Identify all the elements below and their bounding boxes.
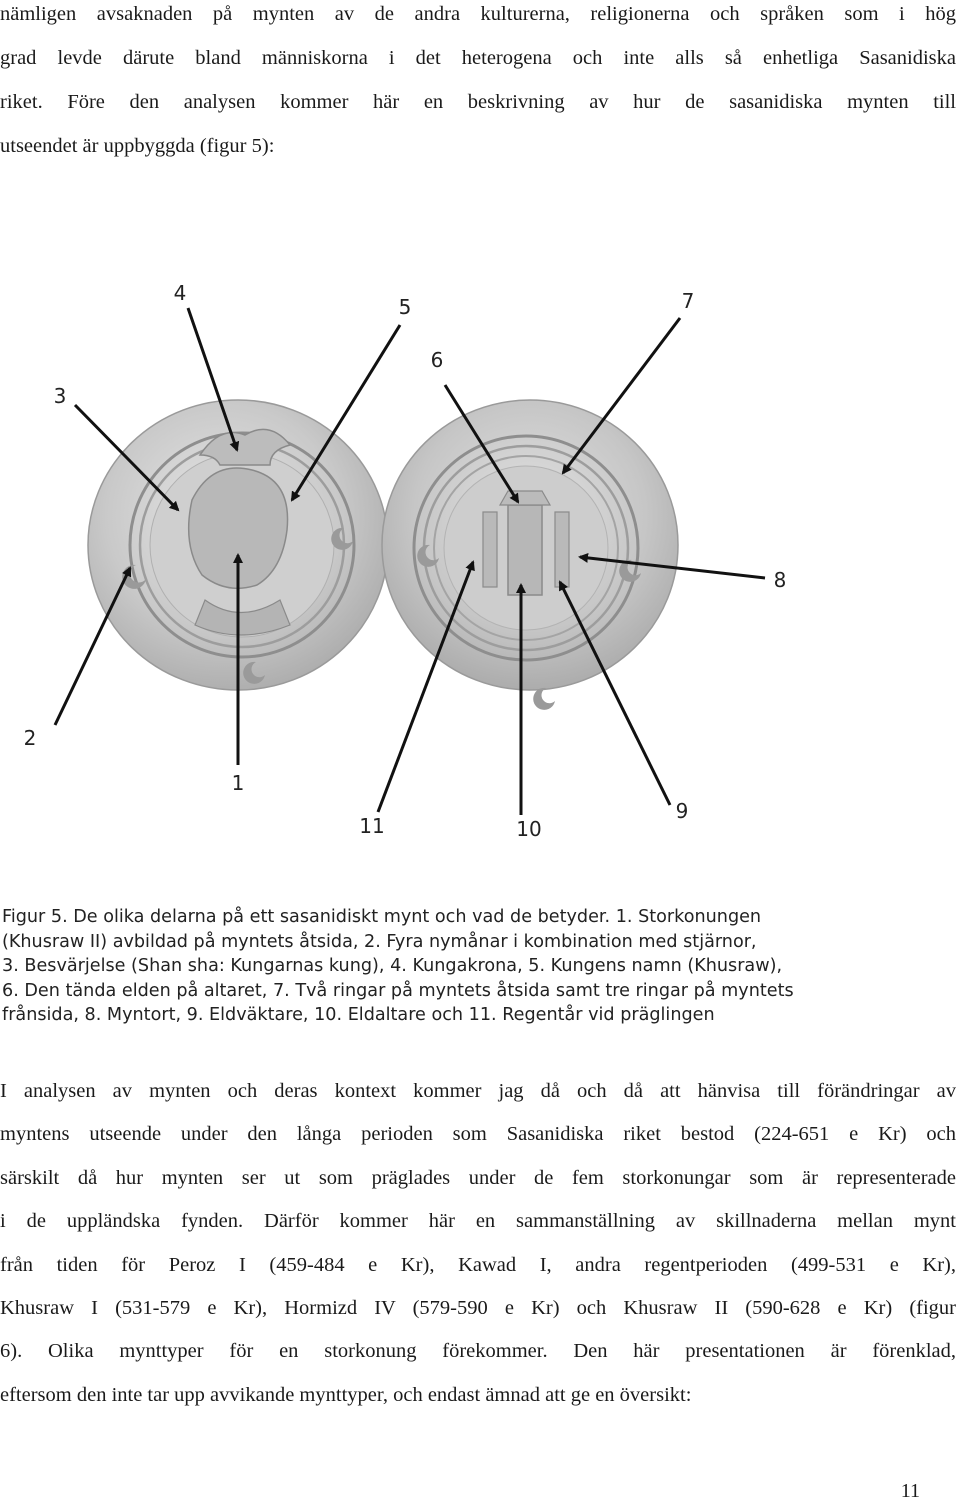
text-line: Khusraw I (531-579 e Kr), Hormizd IV (579-590 e Kr) och Khusraw II (590-628 e Kr) (figur	[0, 1296, 956, 1319]
label-2: 2	[23, 726, 37, 750]
body-paragraph	[0, 1077, 956, 1424]
caption-line: Figur 5. De olika delarna på ett sasanidiskt mynt och vad de betyder. 1. Storkonungen	[2, 907, 762, 927]
label-11: 11	[359, 814, 385, 838]
label-6: 6	[430, 348, 444, 372]
text-line: riket. Före den analysen kommer här en beskrivning av hur de sasanidiska mynten till	[0, 91, 956, 113]
caption-line: 6. Den tända elden på altaret, 7. Två ringar på myntets åtsida samt tre ringar på myntets	[2, 980, 794, 1001]
label-10: 10	[516, 817, 542, 841]
text-line: grad levde därute bland människorna i det heterogena och inte alls så enhetliga Sasanidiska	[0, 47, 956, 69]
caption-line: frånsida, 8. Myntort, 9. Eldväktare, 10. Eldaltare och 11. Regentår vid präglingen	[2, 1005, 715, 1025]
label-7: 7	[681, 289, 695, 313]
figure-caption	[2, 906, 957, 1029]
page-number: 11	[900, 1480, 920, 1502]
intro-paragraph	[0, 0, 956, 176]
label-5: 5	[398, 295, 412, 319]
text-line: från tiden för Peroz I (459-484 e Kr), Kawad I, andra regentperioden (499-531 e Kr),	[0, 1253, 956, 1276]
text-line: särskilt då hur mynten ser ut som präglades under de fem storkonungar som är representerade	[0, 1166, 956, 1189]
caption-line: (Khusraw II) avbildad på myntets åtsida, 2. Fyra nymånar i kombination med stjärnor,	[2, 931, 757, 952]
text-line: myntens utseende under den långa perioden som Sasanidiska riket bestod (224-651 e Kr) och	[0, 1123, 956, 1146]
label-3: 3	[53, 384, 67, 408]
text-line: utseendet är uppbyggda (figur 5):	[0, 135, 275, 157]
text-line: I analysen av mynten och deras kontext kommer jag då och då att hänvisa till förändringar av	[0, 1080, 956, 1102]
coin-reverse	[382, 400, 678, 710]
label-1: 1	[231, 771, 245, 795]
text-line: eftersom den inte tar upp avvikande mynttyper, och endast ämnad att ge en översikt:	[0, 1383, 692, 1406]
label-8: 8	[773, 568, 787, 592]
text-line: 6). Olika mynttyper för en storkonung förekommer. Den här presentationen är förenklad,	[0, 1340, 956, 1363]
caption-line: 3. Besvärjelse (Shan sha: Kungarnas kung), 4. Kungakrona, 5. Kungens namn (Khusraw),	[2, 956, 783, 976]
text-line: nämligen avsaknaden på mynten av de andra kulturerna, religionerna och språken som i hög	[0, 3, 956, 25]
text-line: i de uppländska fynden. Därför kommer här en sammanställning av skillnaderna mellan mynt	[0, 1210, 956, 1233]
label-4: 4	[173, 281, 187, 305]
label-9: 9	[675, 799, 689, 823]
coin-figure	[0, 270, 960, 850]
